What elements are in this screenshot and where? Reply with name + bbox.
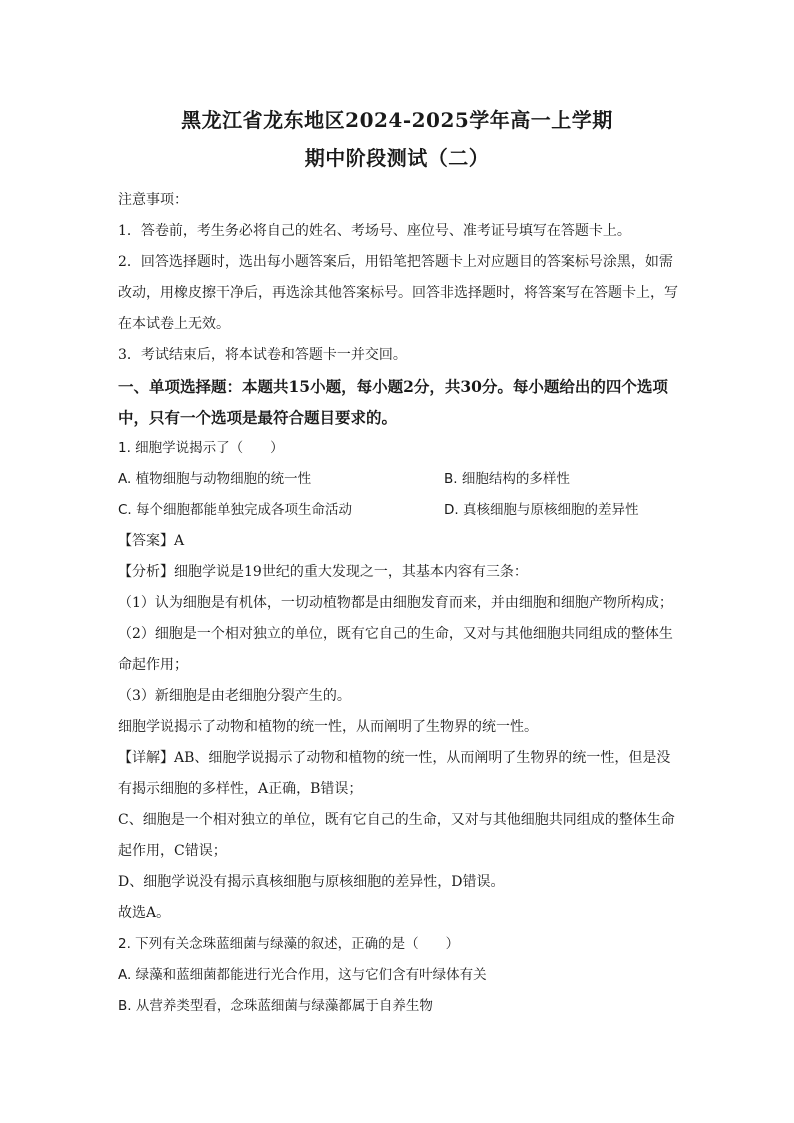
question-1-detail-c: C、细胞是一个相对独立的单位，既有它自己的生命，又对与其他细胞共同组成的整体生命起作用，C错误； [118,812,675,859]
question-2-option-b: B. 从营养类型看，念珠蓝细菌与绿藻都属于自养生物 [118,998,433,1014]
notes-item-3: 3．考试结束后，将本试卷和答题卡一并交回。 [118,347,407,363]
question-2-option-a: A. 绿藻和蓝细菌都能进行光合作用，这与它们含有叶绿体有关 [118,967,487,983]
document-body [118,185,680,1022]
question-1-answer: 【答案】A [118,533,185,549]
question-1-analysis-point-3: （3）新细胞是由老细胞分裂产生的。 [118,688,351,704]
notes-item-1: 1．答卷前，考生务必将自己的姓名、考场号、座位号、准考证号填写在答题卡上。 [118,223,631,239]
question-1-analysis-point-2: （2）细胞是一个相对独立的单位，既有它自己的生命，又对与其他细胞共同组成的整体生命起作用； [118,626,673,673]
question-1-detail-ab: 【详解】AB、细胞学说揭示了动物和植物的统一性，从而阐明了生物界的统一性，但是没有揭示细胞的多样性，A正确，B错误； [118,750,671,797]
question-1-option-a: A. 植物细胞与动物细胞的统一性 [118,471,312,487]
question-1-stem: 1. 细胞学说揭示了（ ） [118,440,284,456]
notes-heading: 注意事项： [118,192,188,208]
question-1-option-b: B. 细胞结构的多样性 [444,471,570,487]
question-1-analysis-point-1: （1）认为细胞是有机体，一切动植物都是由细胞发育而来，并由细胞和细胞产物所构成； [118,595,673,611]
question-1-option-c: C. 每个细胞都能单独完成各项生命活动 [118,502,353,518]
question-2-stem: 2. 下列有关念珠蓝细菌与绿藻的叙述，正确的是（ ） [118,936,460,952]
question-1-options [118,464,680,526]
question-1-analysis-intro: 【分析】细胞学说是19世纪的重大发现之一，其基本内容有三条： [118,564,528,580]
question-1-conclusion: 故选A。 [118,905,171,921]
question-1-analysis-summary: 细胞学说揭示了动物和植物的统一性，从而阐明了生物界的统一性。 [118,719,538,735]
question-1-detail-d: D、细胞学说没有揭示真核细胞与原核细胞的差异性，D错误。 [118,874,505,890]
section-heading: 一、单项选择题：本题共15小题，每小题2分，共30分。每小题给出的四个选项中，只有一个选项是最符合题目要求的。 [118,377,668,427]
question-1-option-d: D. 真核细胞与原核细胞的差异性 [444,502,639,518]
notes-item-2: 2．回答选择题时，选出每小题答案后，用铅笔把答题卡上对应题目的答案标号涂黑，如需改动，用橡皮擦干净后，再选涂其他答案标号。回答非选择题时，将答案写在答题卡上，写在本试卷上无效。 [118,254,678,332]
document-subtitle: 期中阶段测试（二） [304,146,490,170]
document-title: 黑龙江省龙东地区2024-2025学年高一上学期 [181,108,613,132]
